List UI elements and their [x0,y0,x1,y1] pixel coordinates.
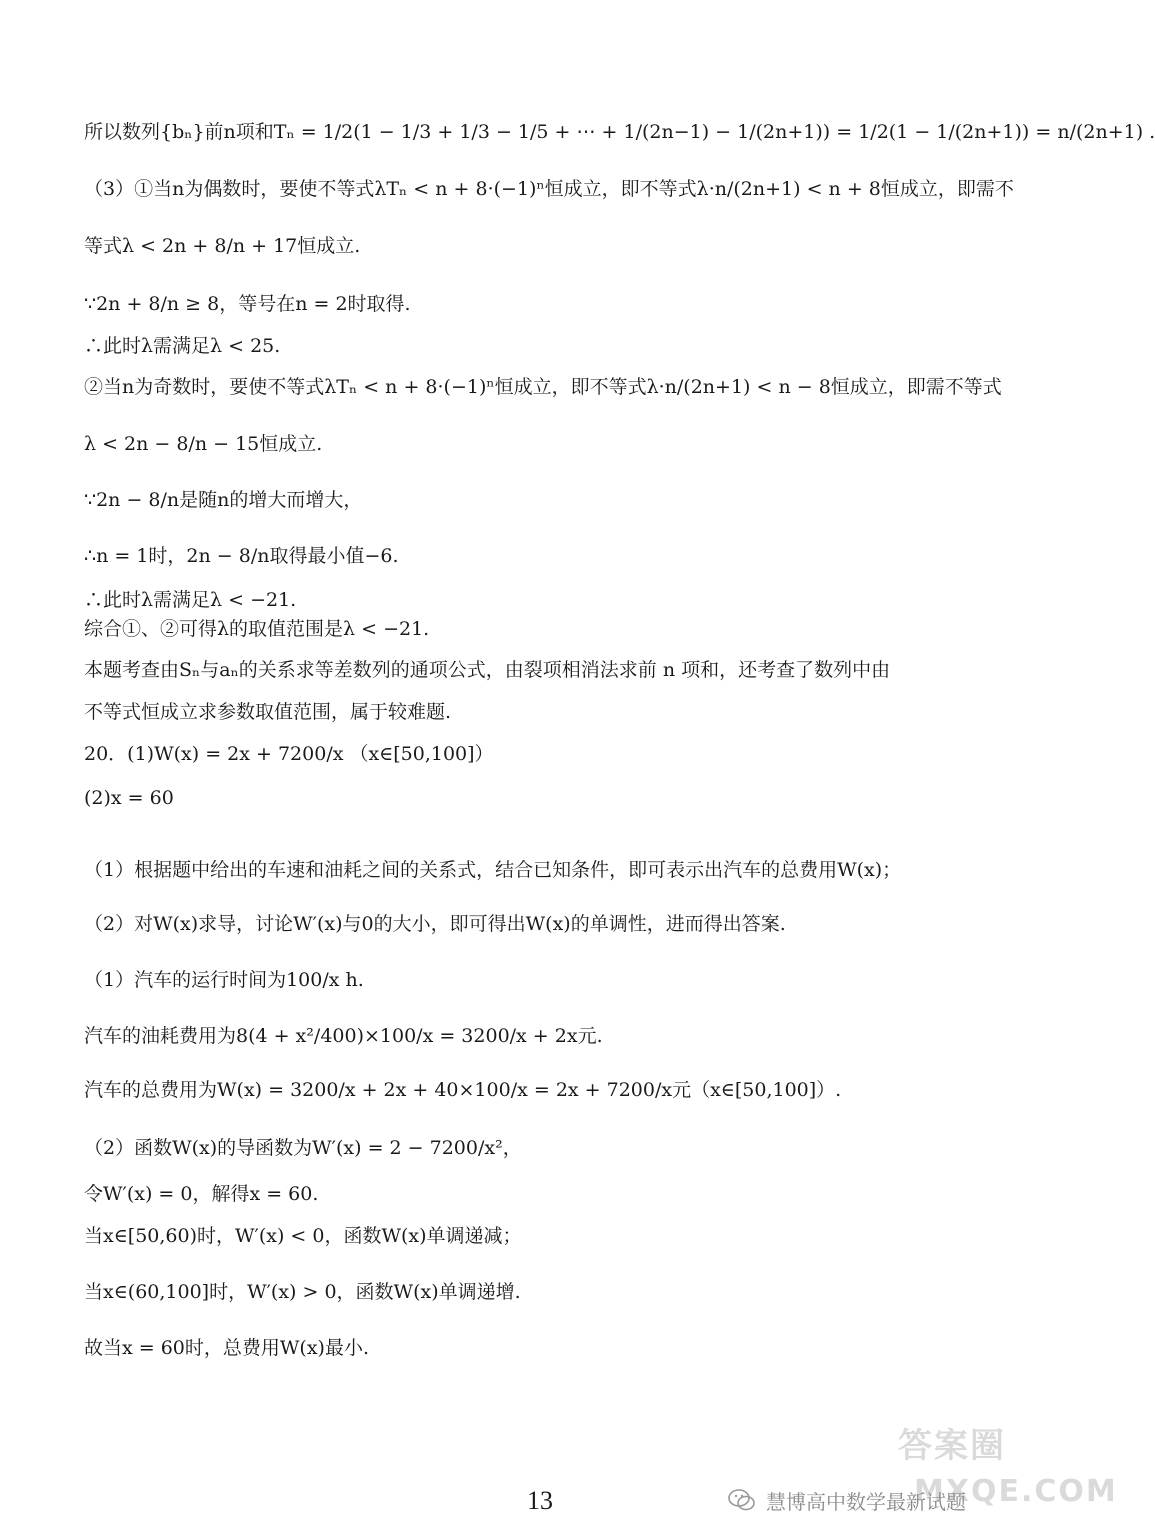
text-line: 令W′(x) = 0，解得x = 60. [84,1183,319,1205]
watermark-account: 慧博高中数学最新试题 [766,1490,966,1514]
text-line: λ < 2n − 8/n − 15恒成立. [84,433,323,455]
watermark [728,1426,1118,1522]
text-line: （1）根据题中给出的车速和油耗之间的关系式，结合已知条件，即可表示出汽车的总费用W(x)； [84,859,902,881]
text-line: 本题考查由Sₙ与aₙ的关系求等差数列的通项公式，由裂项相消法求前 n 项和，还考查了数列中由 [84,659,891,681]
text-line: 当x∈(60,100]时，W′(x) > 0，函数W(x)单调递增. [84,1281,521,1303]
text-line: 故当x = 60时，总费用W(x)最小. [84,1337,370,1359]
wechat-icon [728,1488,756,1512]
text-line: 汽车的油耗费用为8(4 + x²/400)×100/x = 3200/x + 2x元. [84,1025,603,1047]
text-line: （3）①当n为偶数时，要使不等式λTₙ < n + 8·(−1)ⁿ恒成立，即不等式λ·n/(2n+1) < n + 8恒成立，即需不 [84,178,1014,200]
text-line: 当x∈[50,60)时，W′(x) < 0，函数W(x)单调递减； [84,1225,522,1247]
text-line: ∴此时λ需满足λ < −21. [84,589,297,611]
text-line: （2）函数W(x)的导函数为W′(x) = 2 − 7200/x²， [84,1137,522,1159]
text-line: 不等式恒成立求参数取值范围，属于较难题. [84,701,452,723]
text-line: ∴n = 1时，2n − 8/n取得最小值−6. [84,545,399,567]
text-line: ∵2n + 8/n ≥ 8，等号在n = 2时取得. [84,293,411,315]
text-line: (2)x = 60 [84,787,174,809]
watermark-logo-top: 答案圈 [898,1426,1006,1466]
watermark-logo-bottom: MXQE.COM [914,1474,1118,1509]
text-line: 等式λ < 2n + 8/n + 17恒成立. [84,235,361,257]
text-line: ∴此时λ需满足λ < 25. [84,335,281,357]
text-line: ∵2n − 8/n是随n的增大而增大， [84,489,363,511]
text-line: 20．(1)W(x) = 2x + 7200/x （x∈[50,100]） [84,743,494,765]
text-line: （1）汽车的运行时间为100/x h. [84,969,364,991]
text-line: 综合①、②可得λ的取值范围是λ < −21. [84,618,430,640]
text-line: 汽车的总费用为W(x) = 3200/x + 2x + 40×100/x = 2x + 7200/x元（x∈[50,100]）. [84,1079,842,1101]
text-line: 所以数列{bₙ}前n项和Tₙ = 1/2(1 − 1/3 + 1/3 − 1/5 + ⋯ + 1/(2n−1) − 1/(2n+1)) = 1/2(1 − 1/(2n+1)) = n/(2n+1) . [84,121,1155,143]
text-line: ②当n为奇数时，要使不等式λTₙ < n + 8·(−1)ⁿ恒成立，即不等式λ·n/(2n+1) < n − 8恒成立，即需不等式 [84,376,1002,398]
page-number: 13 [527,1486,553,1515]
text-line: （2）对W(x)求导，讨论W′(x)与0的大小，即可得出W(x)的单调性，进而得出答案. [84,913,786,935]
